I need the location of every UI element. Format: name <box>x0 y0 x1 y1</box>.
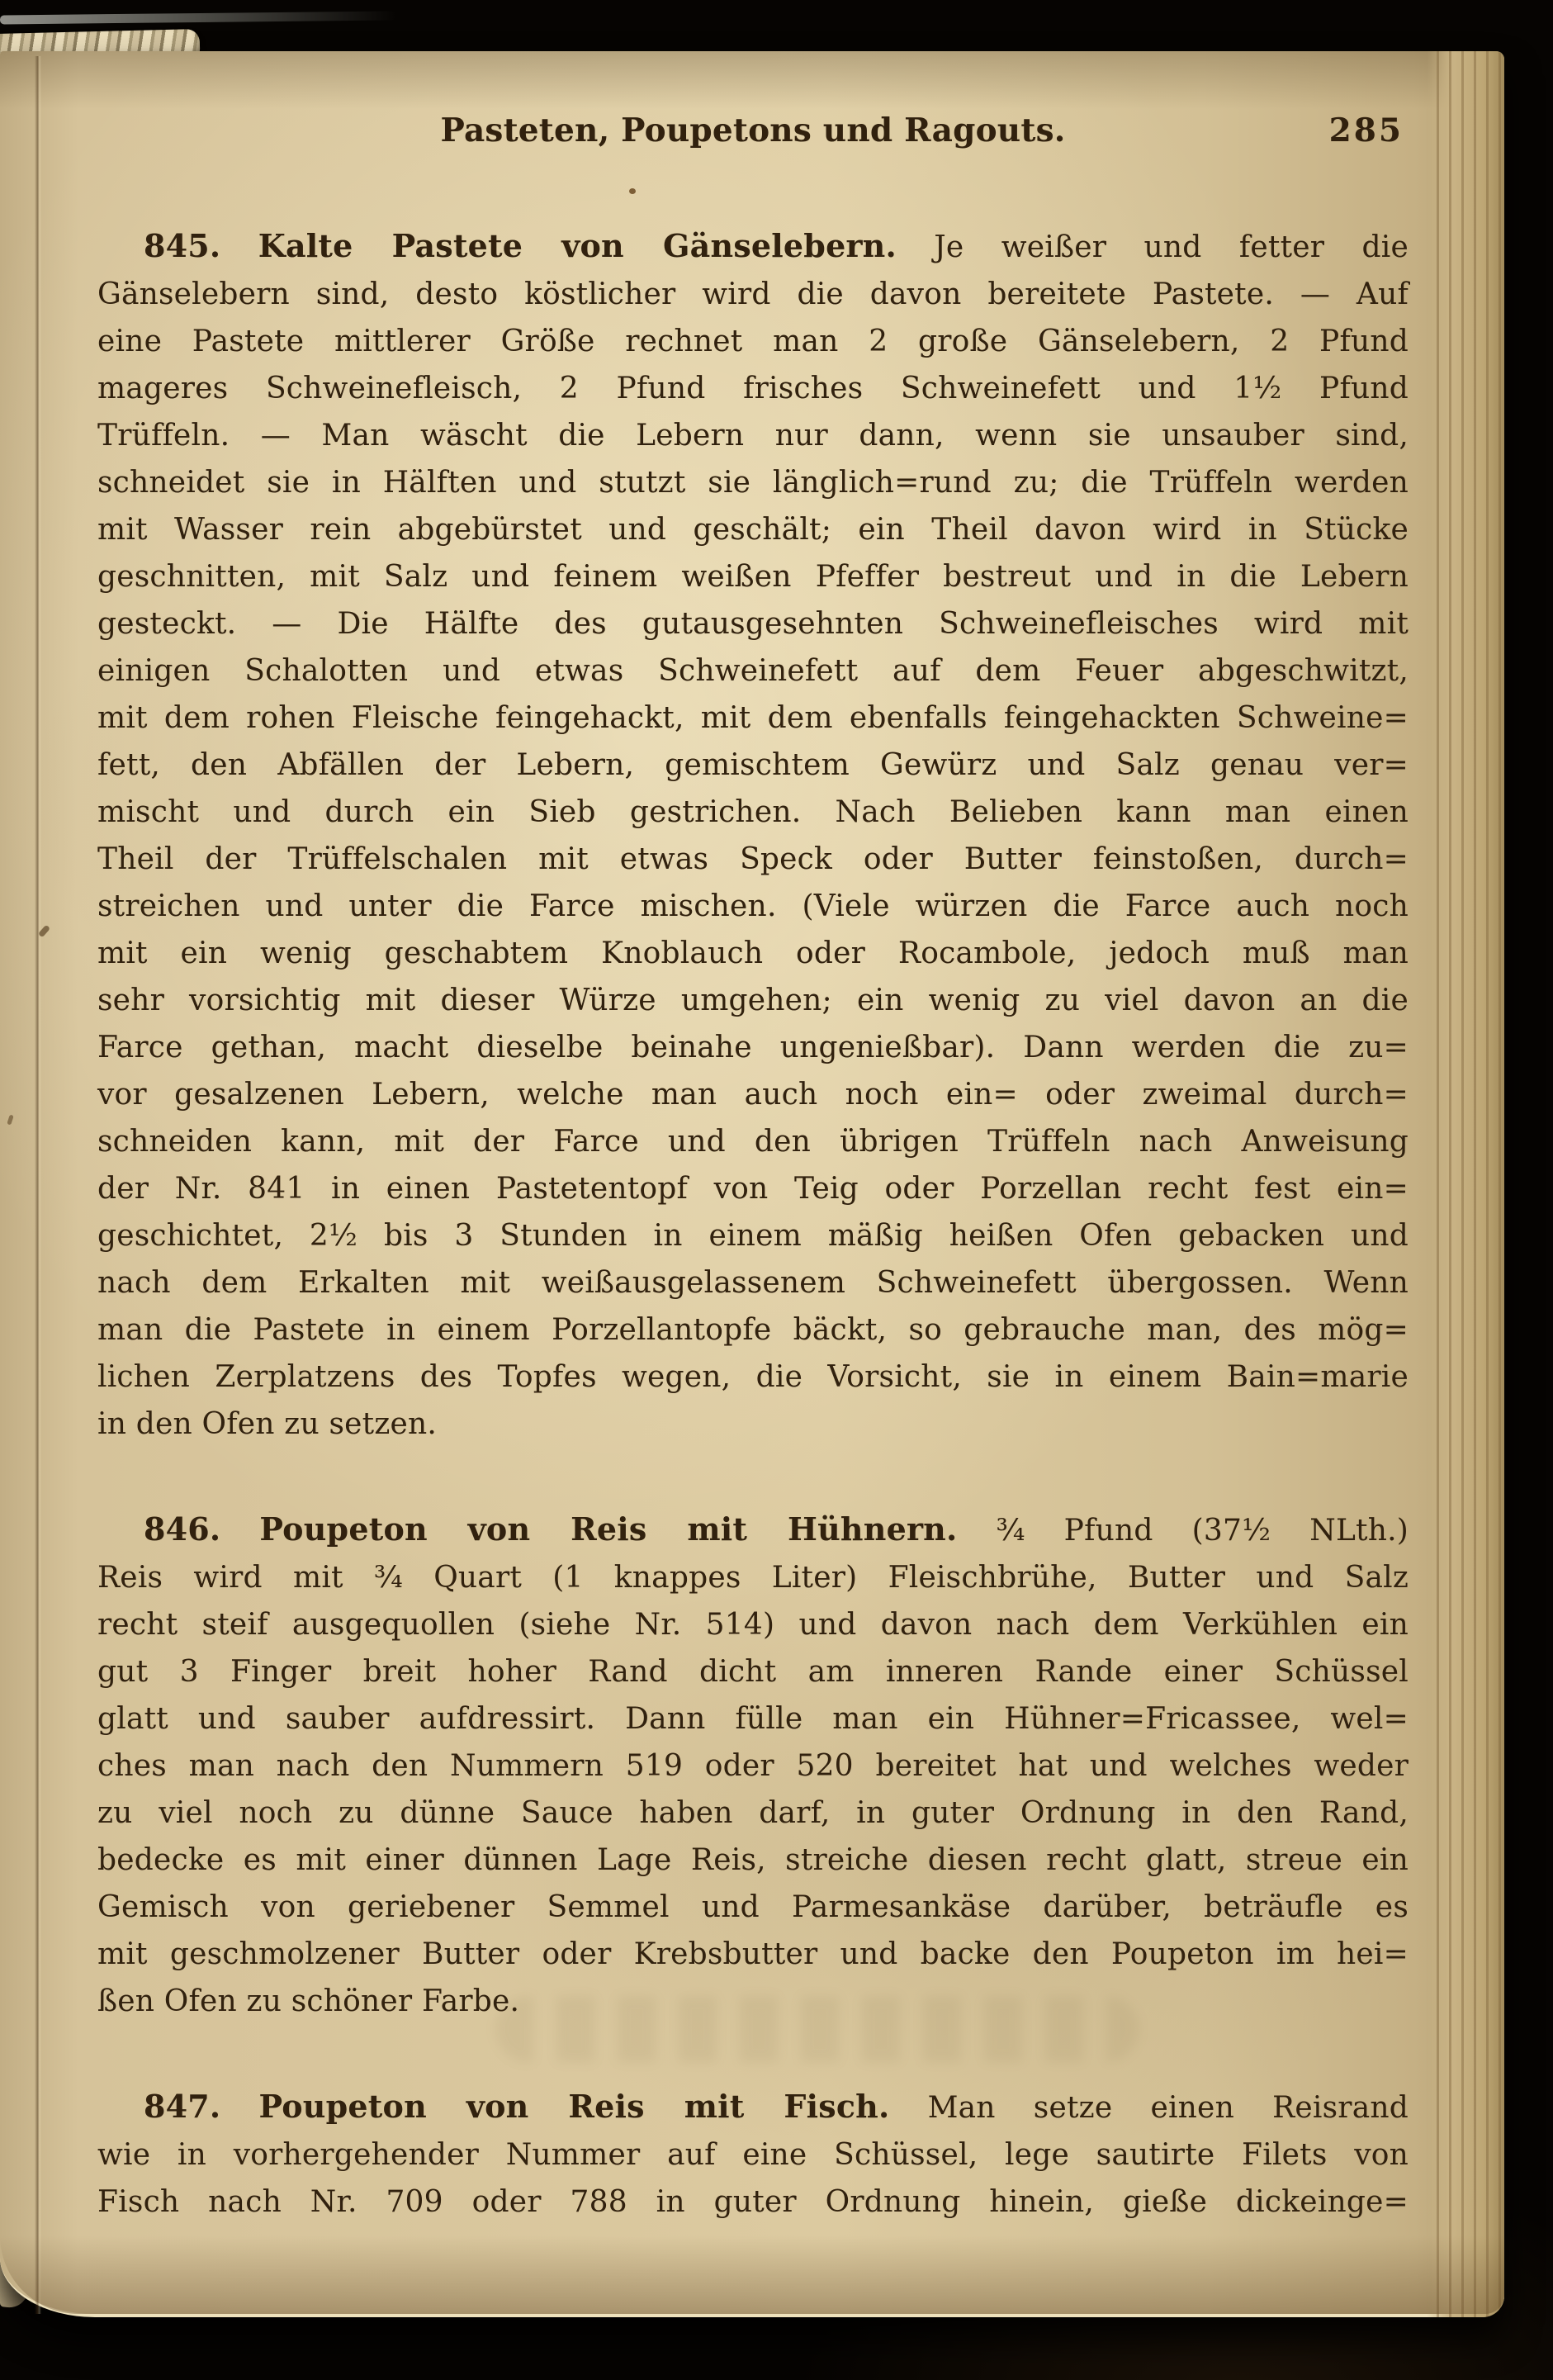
spine-leather-highlight <box>0 11 396 24</box>
text-line: Gänselebern sind, desto köstlicher wird die davon bereitete Pastete. — Auf <box>97 277 1409 311</box>
text-line: lichen Zerplatzens des Topfes wegen, die Vorsicht, sie in einem Bain=marie <box>97 1360 1409 1394</box>
text-line: Farce gethan, macht dieselbe beinahe ungenießbar). Dann werden die zu= <box>97 1031 1409 1064</box>
chapter-title: Pasteten, Poupetons und Ragouts. <box>440 111 1066 149</box>
gutter-crease <box>35 56 41 2314</box>
recipe-heading-line <box>97 1505 1409 1554</box>
running-header <box>97 107 1409 154</box>
recipe-number: 847. <box>144 2088 221 2125</box>
text-line: mageres Schweinefleisch, 2 Pfund frisches Schweinefett und 1½ Pfund <box>97 372 1409 405</box>
text-line: wie in vorhergehender Nummer auf eine Schüssel, lege sautirte Filets von <box>97 2138 1409 2172</box>
page-number: 285 <box>1328 111 1404 149</box>
text-line: glatt und sauber aufdressirt. Dann fülle man ein Hühner=Fricassee, wel= <box>97 1702 1409 1736</box>
fore-edge-pages <box>1427 51 1504 2317</box>
recipe-heading-line <box>97 2083 1409 2131</box>
paragraph-lines <box>97 1554 1409 1978</box>
recipe-845 <box>97 222 1409 1448</box>
text-line: vor gesalzenen Lebern, welche man auch noch ein= oder zweimal durch= <box>97 1078 1409 1112</box>
text-line: sehr vorsichtig mit dieser Würze umgehen; ein wenig zu viel davon an die <box>97 984 1409 1017</box>
recipe-title: Kalte Pastete von Gänselebern. <box>258 227 897 264</box>
text-line: Reis wird mit ¾ Quart (1 knappes Liter) Fleischbrühe, Butter und Salz <box>97 1561 1409 1595</box>
text-line: mit dem rohen Fleische feingehackt, mit dem ebenfalls feingehackten Schweine= <box>97 701 1409 735</box>
recipe-846 <box>97 1505 1409 2025</box>
text-line: Gemisch von geriebener Semmel und Parmesankäse darüber, beträufle es <box>97 1890 1409 1924</box>
recipe-text: ¾ Pfund (37½ NLth.) <box>996 1514 1409 1548</box>
recipe-heading-line <box>97 222 1409 271</box>
text-line: zu viel noch zu dünne Sauce haben darf, in guter Ordnung in den Rand, <box>97 1796 1409 1830</box>
text-line: mischt und durch ein Sieb gestrichen. Nach Belieben kann man einen <box>97 795 1409 829</box>
printed-text-block <box>97 107 1409 2283</box>
text-line: geschnitten, mit Salz und feinem weißen Pfeffer bestreut und in die Lebern <box>97 560 1409 594</box>
recipe-number: 846. <box>144 1510 221 1548</box>
recipe-title: Poupeton von Reis mit Hühnern. <box>259 1510 958 1548</box>
text-line: ßen Ofen zu schöner Farbe. <box>97 1984 520 2018</box>
text-line: schneidet sie in Hälften und stutzt sie länglich=rund zu; die Trüffeln werden <box>97 466 1409 500</box>
book-page <box>0 51 1504 2317</box>
text-line: Fisch nach Nr. 709 oder 788 in guter Ordnung hinein, gieße dickeinge= <box>97 2185 1409 2219</box>
text-line: Theil der Trüffelschalen mit etwas Speck oder Butter feinstoßen, durch= <box>97 842 1409 876</box>
text-line: bedecke es mit einer dünnen Lage Reis, streiche diesen recht glatt, streue ein <box>97 1843 1409 1877</box>
recipe-847 <box>97 2083 1409 2226</box>
text-line: streichen und unter die Farce mischen. (Viele würzen die Farce auch noch <box>97 889 1409 923</box>
text-line: einigen Schalotten und etwas Schweinefett auf dem Feuer abgeschwitzt, <box>97 654 1409 688</box>
text-line: schneiden kann, mit der Farce und den übrigen Trüffeln nach Anweisung <box>97 1125 1409 1159</box>
text-line: Trüffeln. — Man wäscht die Lebern nur dann, wenn sie unsauber sind, <box>97 419 1409 453</box>
text-line: gesteckt. — Die Hälfte des gutausgesehnten Schweinefleisches wird mit <box>97 607 1409 641</box>
text-line: in den Ofen zu setzen. <box>97 1407 438 1441</box>
text-line: mit Wasser rein abgebürstet und geschält; ein Theil davon wird in Stücke <box>97 513 1409 547</box>
recipe-title: Poupeton von Reis mit Fisch. <box>258 2088 890 2125</box>
text-line: mit ein wenig geschabtem Knoblauch oder Rocambole, jedoch muß man <box>97 936 1409 970</box>
paragraph-lines <box>97 2131 1409 2226</box>
text-line: mit geschmolzener Butter oder Krebsbutter und backe den Poupeton im hei= <box>97 1937 1409 1971</box>
recipe-text: Man setze einen Reisrand <box>927 2091 1409 2125</box>
text-line: ches man nach den Nummern 519 oder 520 bereitet hat und welches weder <box>97 1749 1409 1783</box>
text-line: recht steif ausgequollen (siehe Nr. 514) und davon nach dem Verkühlen ein <box>97 1608 1409 1642</box>
text-line: man die Pastete in einem Porzellantopfe bäckt, so gebrauche man, des mög= <box>97 1313 1409 1347</box>
text-line: nach dem Erkalten mit weißausgelassenem Schweinefett übergossen. Wenn <box>97 1266 1409 1300</box>
recipe-text: Je weißer und fetter die <box>934 230 1409 264</box>
text-line: eine Pastete mittlerer Größe rechnet man 2 große Gänselebern, 2 Pfund <box>97 325 1409 358</box>
recipe-number: 845. <box>144 227 221 264</box>
margin-mark <box>7 1115 13 1126</box>
text-line: geschichtet, 2½ bis 3 Stunden in einem mäßig heißen Ofen gebacken und <box>97 1219 1409 1253</box>
text-line: gut 3 Finger breit hoher Rand dicht am inneren Rande einer Schüssel <box>97 1655 1409 1689</box>
paragraph-lines <box>97 271 1409 1401</box>
text-line: fett, den Abfällen der Lebern, gemischtem Gewürz und Salz genau ver= <box>97 748 1409 782</box>
text-line: der Nr. 841 in einen Pastetentopf von Teig oder Porzellan recht fest ein= <box>97 1172 1409 1206</box>
